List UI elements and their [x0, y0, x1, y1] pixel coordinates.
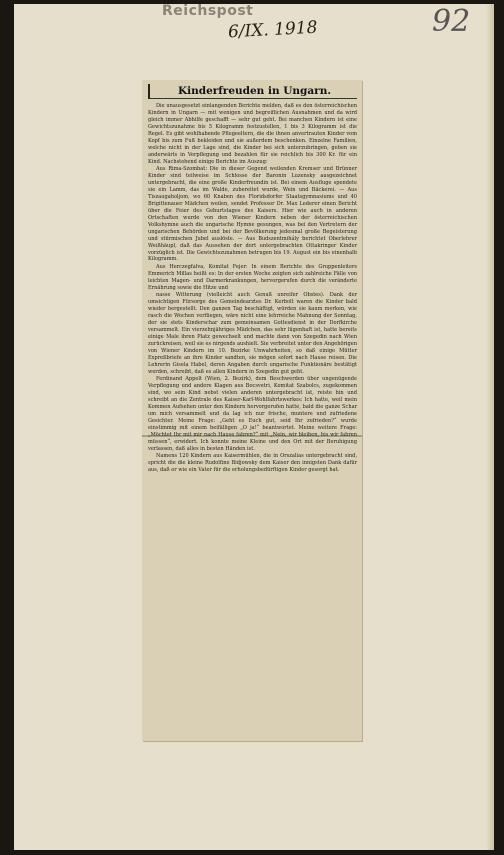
article [148, 84, 357, 474]
article-paragraph: Namens 120 Kindern aus Kaisermühlen, die in Orszalias untergebracht sind, spricht die die kleine Rudolfine Bidjowsky dem Kaiser den innigsten Dank dafür aus, daß er wie ein Vater für die erholungsbedürftigen Kinder gesorgt hat. [148, 453, 357, 474]
newspaper-clipping [142, 80, 362, 741]
handwritten-date: 6/IX. 1918 [227, 17, 318, 43]
article-paragraph: nasse Witterung (vielleicht auch Genuß unreifer Obstes). Dank der umsichtigen Fürsorge des Gemeindearztes Dr. Kerbolt waren die Kinder bald wieder hergestellt. Den ganzen Tag beschäftigt, würden sie kaum merken, wie rasch die Wochen verfliegen, wäre nicht eine lehrreiche Mahnung der Sonntag, der sie stets Kinderschar zum gemeinsamen Gottesdienst in der Dorfkirche versammelt. Ein vierzehnjähriges Mädchen, das sehr lügenhaft ist, hatte bereits einige Male ihren Platz gewechselt und machte dann von Szegedin nach Wien zurückreisen, weil sie es nirgends aushielt. Sie verbreitet unter den Angehörigen von Wiener Kindern im 10. Bezirke Unwahrheiten, so daß einige Mütter Expreßbriefe an ihre Kinder sandten, sie mögen sofort nach Hause reisen. Die Lehrerin Gisela Habel, deren Angaben durch ungarische Funktionäre bestätigt werden, schreibt, daß es allen Kindern in Szegedin gut geht. [148, 292, 357, 375]
page-edge [486, 4, 494, 850]
newspaper-stamp: Reichspost [162, 3, 254, 19]
article-paragraph: Ferdinand Appelt (Wien, 2. Bezirk), dem Beschwerden über ungenügende Verpflegung und andere Klagen aus Bocsvetri, Komitat Szabolcs, zugekommen sind, wo sein Kind nebst vielen anderen untergebracht ist, reiste hin und schreibt an die Zentrale des Kaiser-Karl-Wohlfahrtswerkes: Ich hatte, weil mein Kommen Aufsehen unter den Kindern hervorgerufen hatte, bald die ganze Schar um mich versammelt und da lag ich nur frische, muntere und zufriedene Gesichter. Meine Frage: „Geht es Euch gut, seid Ihr zufrieden?“ wurde einstimmig mit einem beifälligen „O ja!“ beantwortet. Meine weitere Frage: „Möchtet Ihr mit mir nach Hause fahren?“ mit „Nein, wir bleiben, bis wir fahren müssen“, erwidert. Ich konnte meine Kleine und den Ort mit der Beruhigung verlassen, daß alles in besten Händen ist. [148, 376, 357, 452]
article-title: Kinderfreuden in Ungarn. [148, 84, 357, 99]
folio-number: 92 [432, 4, 471, 39]
article-paragraph: Aus Herczegfalva, Komitat Fejer: In einem Berichte des Gruppenleiters Emmerich Millas heißt es: In der ersten Woche zeigten sich zahlreiche Fälle von leichten Magen- und Darmerkrankungen, hervorgerufen durch die veränderte Ernährung sowie die Hitze und [148, 263, 357, 291]
article-paragraph: Aus Rima-Szombat: Die in dieser Gegend weilenden Kremser und Brünner Kinder sind teilweise im Schlosse der Baronin Luzensky ausgezeichnet untergebracht, die eine große Kinderfreundin ist. Bei einem Ausfluge spendete sie ein Lamm, das im Walde, zubereitet wurde, Wein und Bäckerei. — Aus Tiszaugaholjom, wo 60 Knaben des Floridsdorfer Staatsgymnasiums und 40 Brigittenauer Mädchen weilen, sendet Professor Dr. Max Lederer einen Bericht über die Feier des Geburtstages des Kaisers. Hier wie auch in anderen Ortschaften wurde von den Wiener Kindern neben der österreichischen Volkshymne auch die ungarische Hymne gesungen, was bei den Vertretern der ungarischen Behörden und bei der Bevölkerung jedesmal große Begeisterung und stürmischen Jubel auslöste. — Aus Budszentmihály berichtet Oberlehrer Weißhäupl, daß das Aussehen der dort untergebrachten Ottakringer Kinder vorzüglich ist. Die Gewichtszunahmen betrugen bis 19. August ein bis einenhalb Kilogramm. [148, 166, 357, 263]
article-paragraph: Die unausgesetzt einlangenden Berichte melden, daß es den österreichischen Kindern in Ungarn — mit wenigen und begreiflichen Ausnahmen und da wird gleich immer Abhilfe geschafft — sehr gut geht. Bei manchen Kindern ist eine Gewichtszunahme bis 5 Kilogramm festzustellen, 1 bis 3 Kilogramm ist die Regel. Es gibt wohlhabende Pflegeeltern, die die ihnen anvertrauten Kinder vom Kopf bis zum Fuß bekleiden und sie außerdem beschenken. Einzelne Familien, welche nicht in der Lage sind, die Kinder bei sich unterzubringen, geben sie anderwärts in Verpflegung und bezahlen für sie reichlich bis 300 Kr. für ein Kind. Nachstehend einige Berichte im Auszug: [148, 103, 357, 165]
